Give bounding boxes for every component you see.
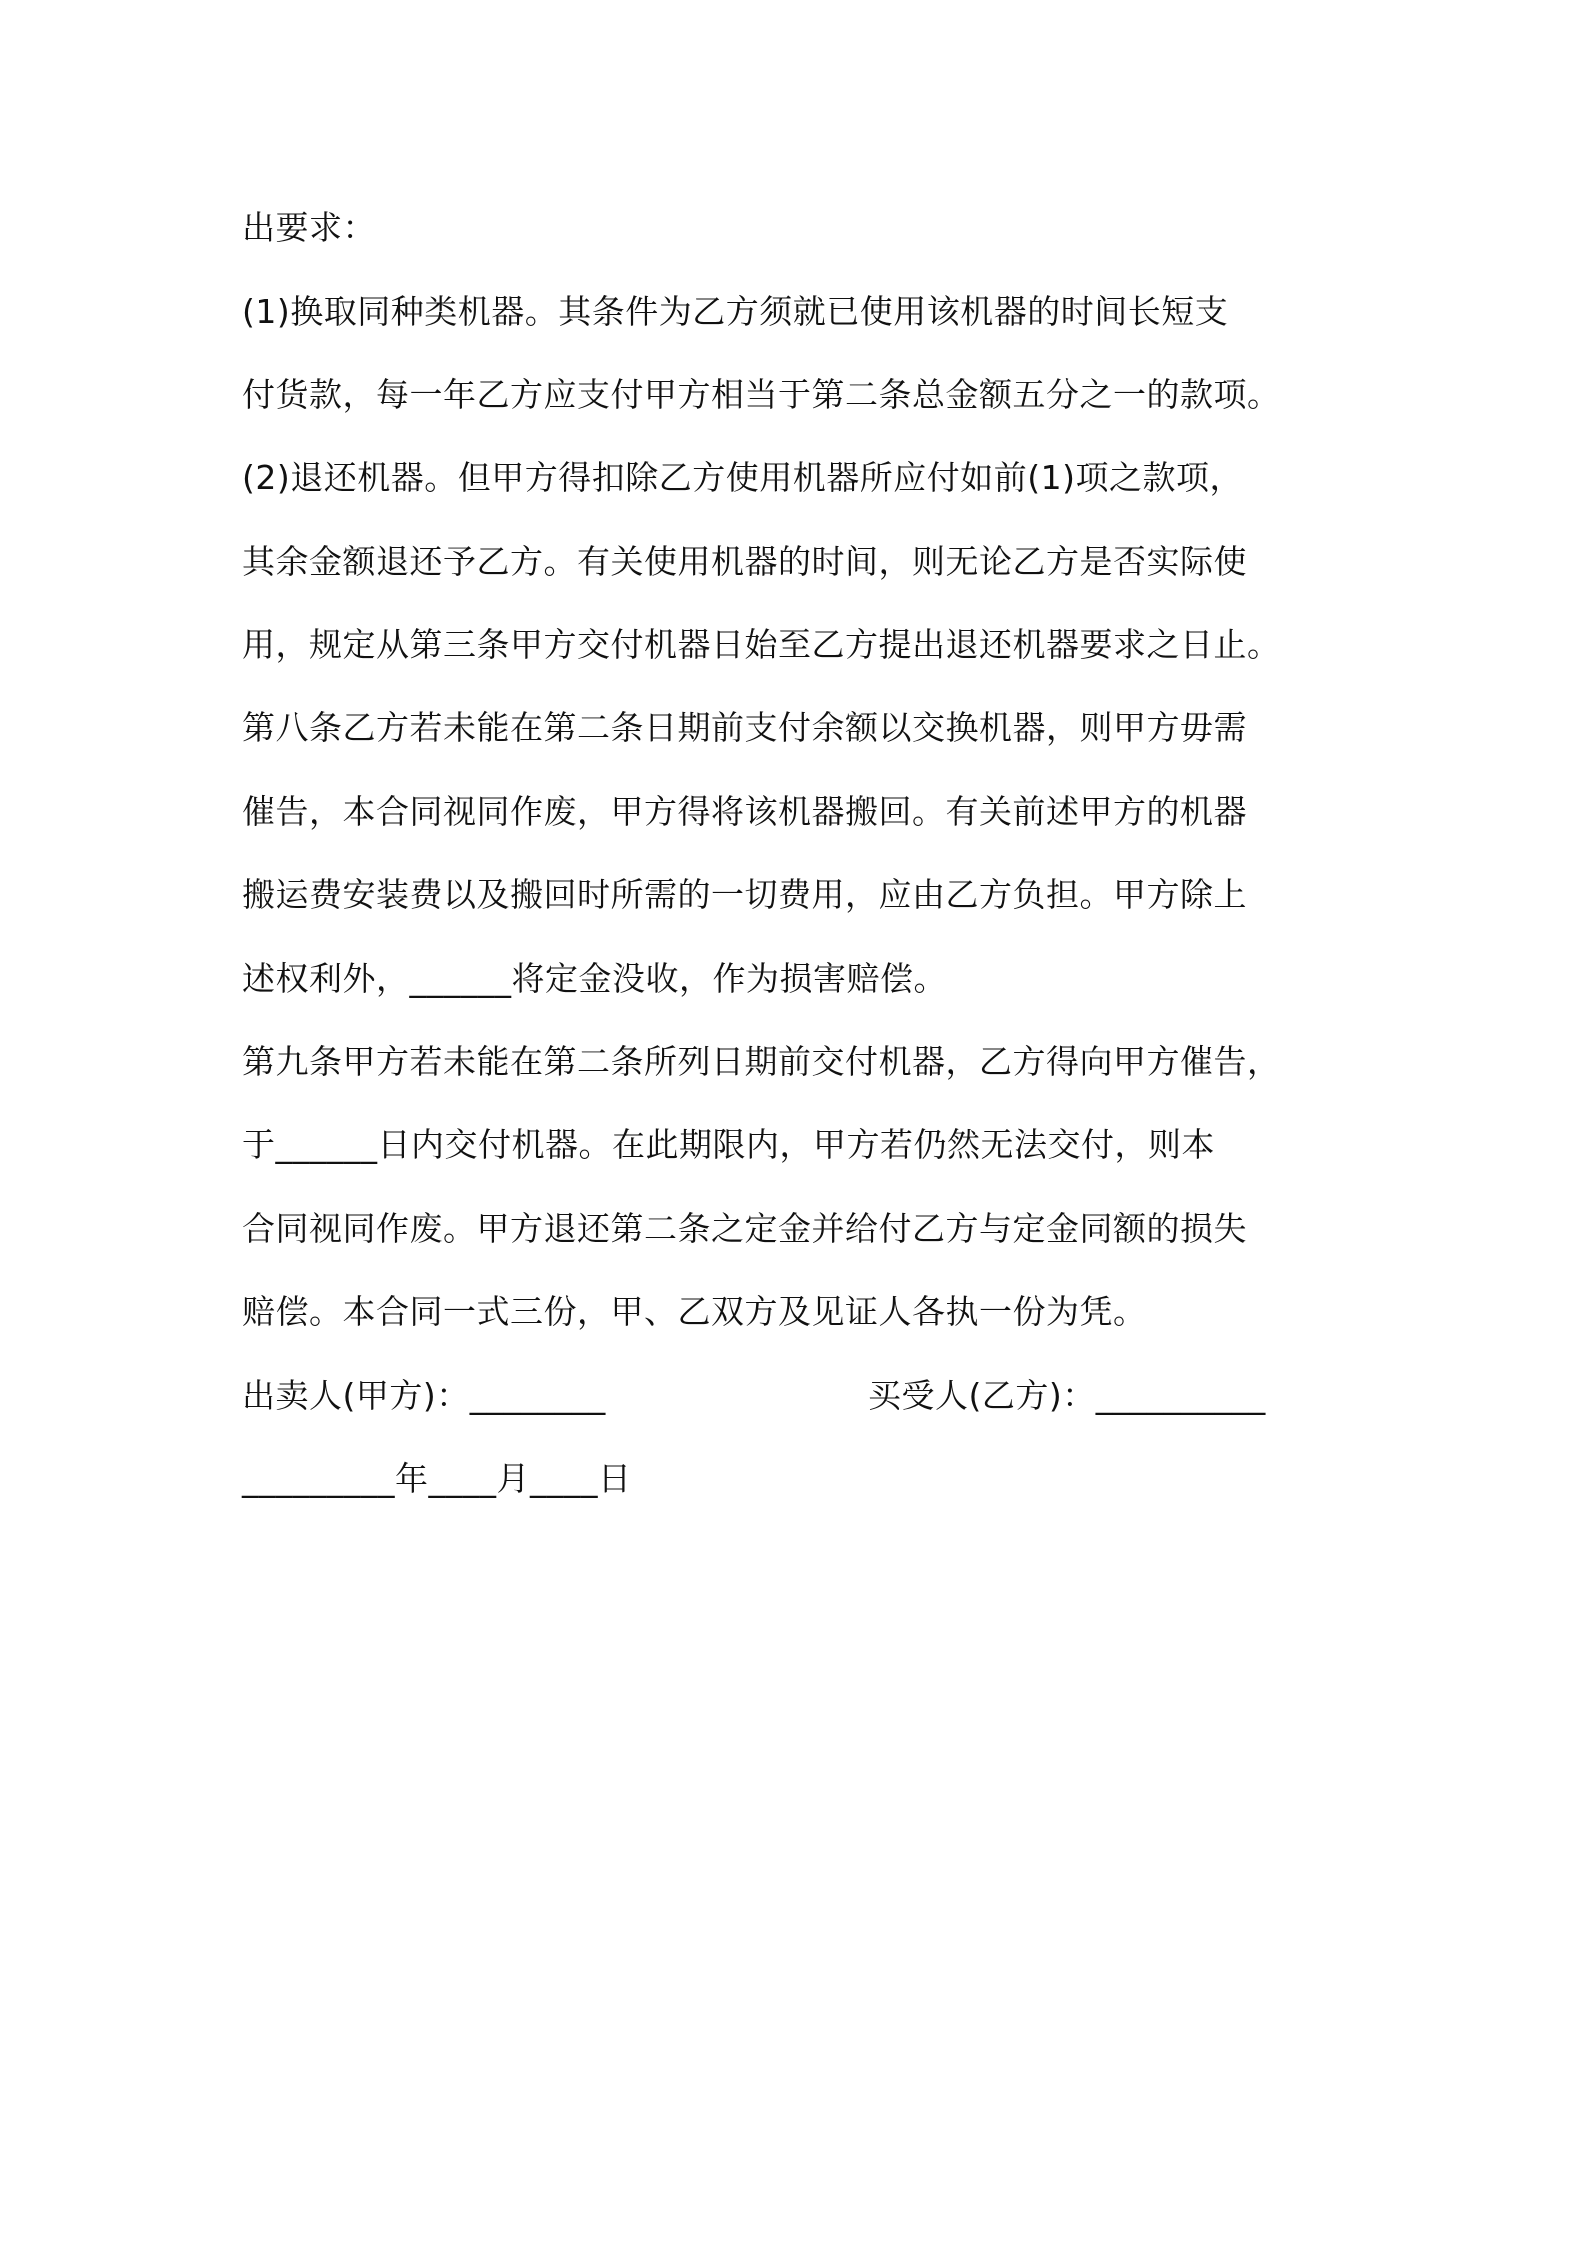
buyer-signature-field: 买受人(乙方)：__________ (868, 1376, 1266, 1415)
paragraph-line-9: 搬运费安装费以及搬回时所需的一切费用，应由乙方负担。甲方除上 (242, 875, 1247, 914)
paragraph-line-5: 其余金额退还予乙方。有关使用机器的时间，则无论乙方是否实际使 (242, 542, 1247, 581)
paragraph-line-2: (1)换取同种类机器。其条件为乙方须就已使用该机器的时间长短支 (242, 292, 1229, 331)
paragraph-line-14: 赔偿。本合同一式三份，甲、乙双方及见证人各执一份为凭。 (242, 1292, 1147, 1331)
seller-signature-field: 出卖人(甲方)：________ (242, 1376, 606, 1415)
paragraph-line-1: 出要求： (242, 208, 376, 247)
paragraph-line-4: (2)退还机器。但甲方得扣除乙方使用机器所应付如前(1)项之款项， (242, 458, 1243, 497)
paragraph-line-8: 催告，本合同视同作废，甲方得将该机器搬回。有关前述甲方的机器 (242, 792, 1247, 831)
paragraph-line-12: 于______日内交付机器。在此期限内，甲方若仍然无法交付，则本 (242, 1125, 1215, 1164)
paragraph-line-10: 述权利外，______将定金没收，作为损害赔偿。 (242, 959, 947, 998)
paragraph-line-3: 付货款，每一年乙方应支付甲方相当于第二条总金额五分之一的款项。 (242, 375, 1281, 414)
paragraph-line-6: 用，规定从第三条甲方交付机器日始至乙方提出退还机器要求之日止。 (242, 625, 1281, 664)
paragraph-line-7: 第八条乙方若未能在第二条日期前支付余额以交换机器，则甲方毋需 (242, 708, 1247, 747)
paragraph-line-11: 第九条甲方若未能在第二条所列日期前交付机器，乙方得向甲方催告， (242, 1042, 1281, 1081)
date-field: _________年____月____日 (242, 1459, 632, 1498)
paragraph-line-13: 合同视同作废。甲方退还第二条之定金并给付乙方与定金同额的损失 (242, 1209, 1247, 1248)
